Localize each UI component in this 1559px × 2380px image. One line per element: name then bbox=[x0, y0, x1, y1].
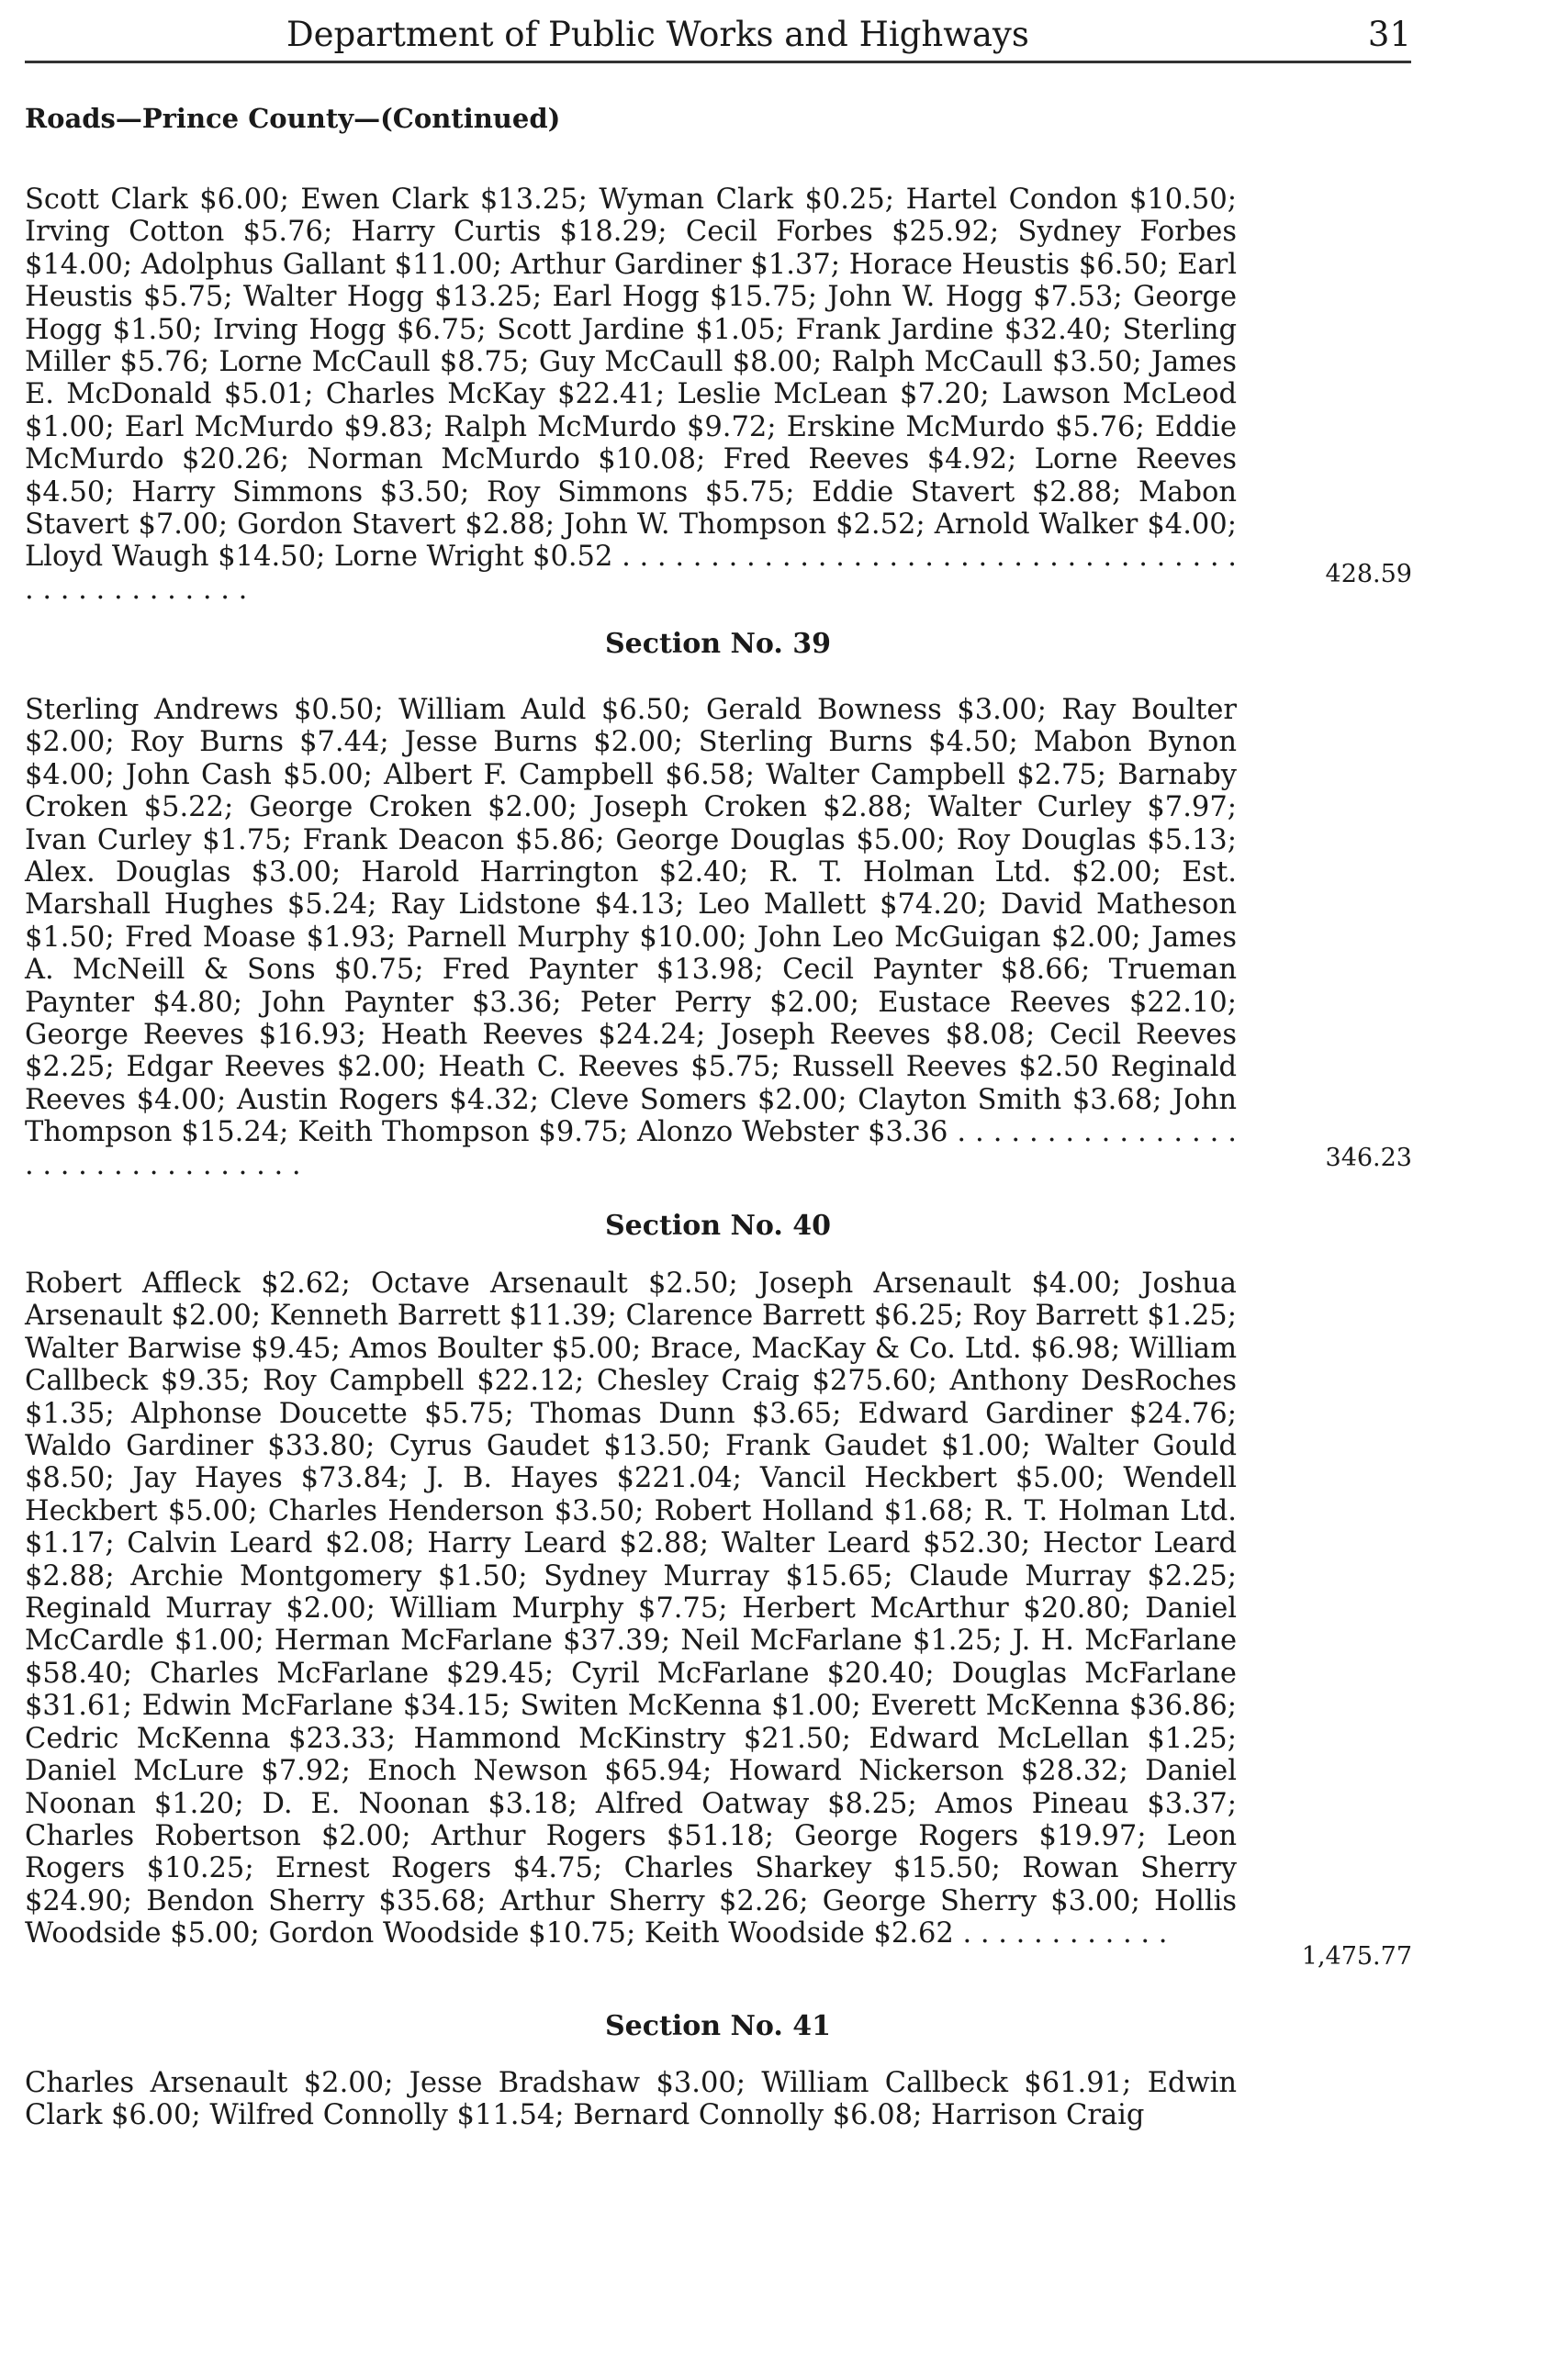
section-heading: Section No. 41 bbox=[604, 2010, 832, 2042]
section-total: 346.23 bbox=[1325, 1144, 1412, 1172]
page-title: Department of Public Works and Highways bbox=[286, 15, 1029, 54]
section-heading: Section No. 40 bbox=[604, 1210, 832, 1242]
paragraph-section-39: Sterling Andrews $0.50; William Auld $6.50; Gerald Bowness $3.00; Ray Boulter $2.00; Roy Burns $7.44; Jesse Burns $2.00; Sterling Burns $4.50; Mabon Bynon $4.00; John Cash $5.00; Albert F. Campbell $6.58; Walter Campbell $2.75; Barnaby Croken $5.22; George Croken $2.00; Joseph Croken $2.88; Walter Curley $7.97; Ivan Curley $1.75; Frank Deacon $5.86; George Douglas $5.00; Roy Douglas $5.13; Alex. Douglas $3.00; Harold Harrington $2.40; R. T. Holman Ltd. $2.00; Est. Marshall Hughes $5.24; Ray Lidstone $4.13; Leo Mallett $74.20; David Matheson $1.50; Fred Moase $1.93; Parnell Murphy $10.00; John Leo McGuigan $2.00; James A. McNeill & Sons $0.75; Fred Paynter $13.98; Cecil Paynter $8.66; Trueman Paynter $4.80; John Paynter $3.36; Peter Perry $2.00; Eustace Reeves $22.10; George Reeves $16.93; Heath Reeves $24.24; Joseph Reeves $8.08; Cecil Reeves $2.25; Edgar Reeves $2.00; Heath C. Reeves $5.75; Russell Reeves $2.50 Reginald Reeves $4.00; Austin Rogers $4.32; Cleve Somers $2.00; Clayton Smith $3.68; John Thompson $15.24; Keith Thompson $9.75; Alonzo Webster $3.36 . . . . . . . . . . . . . . . . . . . . . . . . . . . . . . . . bbox=[25, 694, 1237, 1181]
page-number: 31 bbox=[1367, 15, 1411, 54]
paragraph-section-41: Charles Arsenault $2.00; Jesse Bradshaw $3.00; William Callbeck $61.91; Edwin Clark $6.00; Wilfred Connolly $11.54; Bernard Connolly $6.08; Harrison Craig bbox=[25, 2067, 1237, 2132]
paragraph-section-40: Robert Affleck $2.62; Octave Arsenault $2.50; Joseph Arsenault $4.00; Joshua Arsenault $2.00; Kenneth Barrett $11.39; Clarence Barrett $6.25; Roy Barrett $1.25; Walter Barwise $9.45; Amos Boulter $5.00; Brace, MacKay & Co. Ltd. $6.98; William Callbeck $9.35; Roy Campbell $22.12; Chesley Craig $275.60; Anthony DesRoches $1.35; Alphonse Doucette $5.75; Thomas Dunn $3.65; Edward Gardiner $24.76; Waldo Gardiner $33.80; Cyrus Gaudet $13.50; Frank Gaudet $1.00; Walter Gould $8.50; Jay Hayes $73.84; J. B. Hayes $221.04; Vancil Heckbert $5.00; Wendell Heckbert $5.00; Charles Henderson $3.50; Robert Holland $1.68; R. T. Holman Ltd. $1.17; Calvin Leard $2.08; Harry Leard $2.88; Walter Leard $52.30; Hector Leard $2.88; Archie Montgomery $1.50; Sydney Murray $15.65; Claude Murray $2.25; Reginald Murray $2.00; William Murphy $7.75; Herbert McArthur $20.80; Daniel McCardle $1.00; Herman McFarlane $37.39; Neil McFarlane $1.25; J. H. McFarlane $58.40; Charles McFarlane $29.45; Cyril McFarlane $20.40; Douglas McFarlane $31.61; Edwin McFarlane $34.15; Switen McKenna $1.00; Everett McKenna $36.86; Cedric McKenna $23.33; Hammond McKinstry $21.50; Edward McLellan $1.25; Daniel McLure $7.92; Enoch Newson $65.94; Howard Nickerson $28.32; Daniel Noonan $1.20; D. E. Noonan $3.18; Alfred Oatway $8.25; Amos Pineau $3.37; Charles Robertson $2.00; Arthur Rogers $51.18; George Rogers $19.97; Leon Rogers $10.25; Ernest Rogers $4.75; Charles Sharkey $15.50; Rowan Sherry $24.90; Bendon Sherry $35.68; Arthur Sherry $2.26; George Sherry $3.00; Hollis Woodside $5.00; Gordon Woodside $10.75; Keith Woodside $2.62 . . . . . . . . . . . . bbox=[25, 1268, 1237, 1950]
page-header bbox=[25, 9, 1411, 63]
section-total: 1,475.77 bbox=[1301, 1942, 1412, 1971]
section-total: 428.59 bbox=[1325, 560, 1412, 588]
paragraph-continued: Scott Clark $6.00; Ewen Clark $13.25; Wyman Clark $0.25; Hartel Condon $10.50; Irving Cotton $5.76; Harry Curtis $18.29; Cecil Forbes $25.92; Sydney Forbes $14.00; Adolphus Gallant $11.00; Arthur Gardiner $1.37; Horace Heustis $6.50; Earl Heustis $5.75; Walter Hogg $13.25; Earl Hogg $15.75; John W. Hogg $7.53; George Hogg $1.50; Irving Hogg $6.75; Scott Jardine $1.05; Frank Jardine $32.40; Sterling Miller $5.76; Lorne McCaull $8.75; Guy McCaull $8.00; Ralph McCaull $3.50; James E. McDonald $5.01; Charles McKay $22.41; Leslie McLean $7.20; Lawson McLeod $1.00; Earl McMurdo $9.83; Ralph McMurdo $9.72; Erskine McMurdo $5.76; Eddie McMurdo $20.26; Norman McMurdo $10.08; Fred Reeves $4.92; Lorne Reeves $4.50; Harry Simmons $3.50; Roy Simmons $5.75; Eddie Stavert $2.88; Mabon Stavert $7.00; Gordon Stavert $2.88; John W. Thompson $2.52; Arnold Walker $4.00; Lloyd Waugh $14.50; Lorne Wright $0.52 . . . . . . . . . . . . . . . . . . . . . . . . . . . . . . . . . . . . . . . . . . . . . . . . bbox=[25, 184, 1237, 606]
section-heading: Section No. 39 bbox=[604, 628, 832, 660]
running-head: Roads—Prince County—(Continued) bbox=[25, 103, 561, 134]
